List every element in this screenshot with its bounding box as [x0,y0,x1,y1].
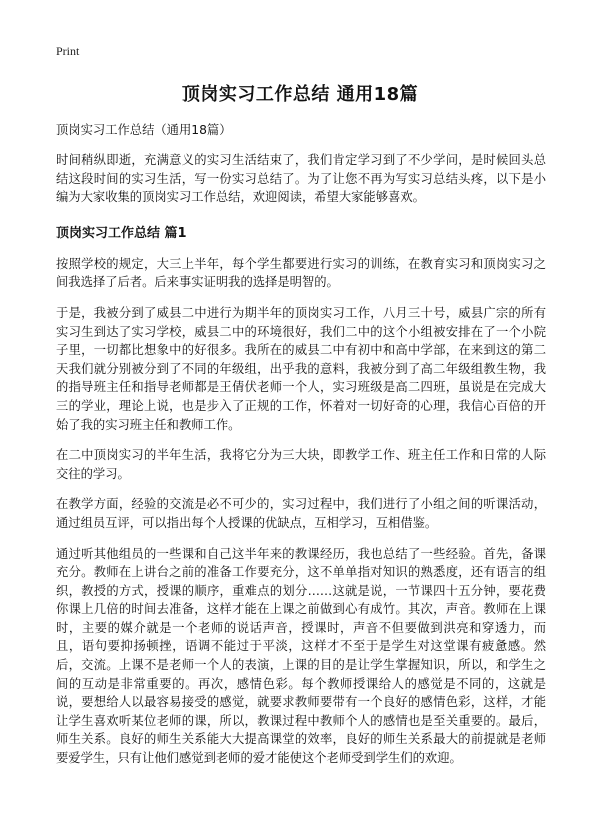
body-paragraph-1: 按照学校的规定，大三上半年，每个学生都要进行实习的训练，在教育实习和顶岗实习之间我选择了后者。后来事实证明我的选择是明智的。 [56,256,546,290]
document-body [56,121,546,780]
document-subtitle: 顶岗实习工作总结（通用18篇） [56,123,232,137]
print-link[interactable]: Print [56,44,80,58]
body-paragraph-3: 在二中顶岗实习的半年生活，我将它分为三大块，即教学工作、班主任工作和日常的人际交往的学习。 [56,448,546,481]
body-paragraph-2: 于是，我被分到了威县二中进行为期半年的顶岗实习工作，八月三十号，威县广宗的所有实习生到达了实习学校，威县二中的环境很好，我们二中的这个小组被安排在了一个小院子里，一切都比想象中的好很多。我所在的威县二中有初中和高中学部，在来到这的第二天我们就分别被分到了不同的年级组，出乎我的意料，我被分到了高二年级组教生物，我的指导班主任和指导老师都是王倩伏老师一个人，实习班级是高二四班，虽说是在完成大三的学业，理论上说，也是步入了正规的工作，怀着对一切好奇的心理，我信心百倍的开始了我的实习班主任和教师工作。 [56,305,546,432]
body-paragraph-5: 通过听其他组员的一些课和自己这半年来的教课经历，我也总结了一些经验。首先，备课充分。教师在上讲台之前的准备工作要充分，这不单单指对知识的熟悉度，还有语言的组织，教授的方式，授课的顺序，重难点的划分……这就是说，一节课四十五分钟，要花费你课上几倍的时间去准备，这样才能在上课之前做到心有成竹。其次，声音。教师在上课时，主要的媒介就是一个老师的说话声音，授课时，声音不但要做到洪亮和穿透力，而且，语句要抑扬顿挫，语调不能过于平淡，这样才不至于是学生对这堂课有疲惫感。然后，交流。上课不是老师一个人的表演，上课的目的是让学生掌握知识，所以，和学生之间的互动是非常重要的。再次，感情色彩。每个教师授课给人的感觉是不同的，这就是说，要想给人以最容易接受的感觉，就要求教师要带有一个良好的感情色彩，这样，才能让学生喜欢听某位老师的课，所以，教课过程中教师个人的感情也是至关重要的。最后，师生关系。良好的师生关系能大大提高课堂的效率，良好的师生关系最大的前提就是老师要爱学生，只有让他们感觉到老师的爱才能使这个老师受到学生们的欢迎。 [56,546,546,766]
intro-paragraph: 时间稍纵即逝，充满意义的实习生活结束了，我们肯定学习到了不少学问，是时候回头总结这段时间的实习生活，写一份实习总结了。为了让您不再为写实习总结头疼，以下是小编为大家收集的顶岗实习工作总结，欢迎阅读，希望大家能够喜欢。 [56,153,546,205]
section-heading: 顶岗实习工作总结 篇1 [56,225,187,241]
page-title: 顶岗实习工作总结 通用18篇 [181,84,419,105]
body-paragraph-4: 在教学方面，经验的交流是必不可少的，实习过程中，我们进行了小组之间的听课活动，通过组员互评，可以指出每个人授课的优缺点，互相学习，互相借鉴。 [56,497,546,530]
